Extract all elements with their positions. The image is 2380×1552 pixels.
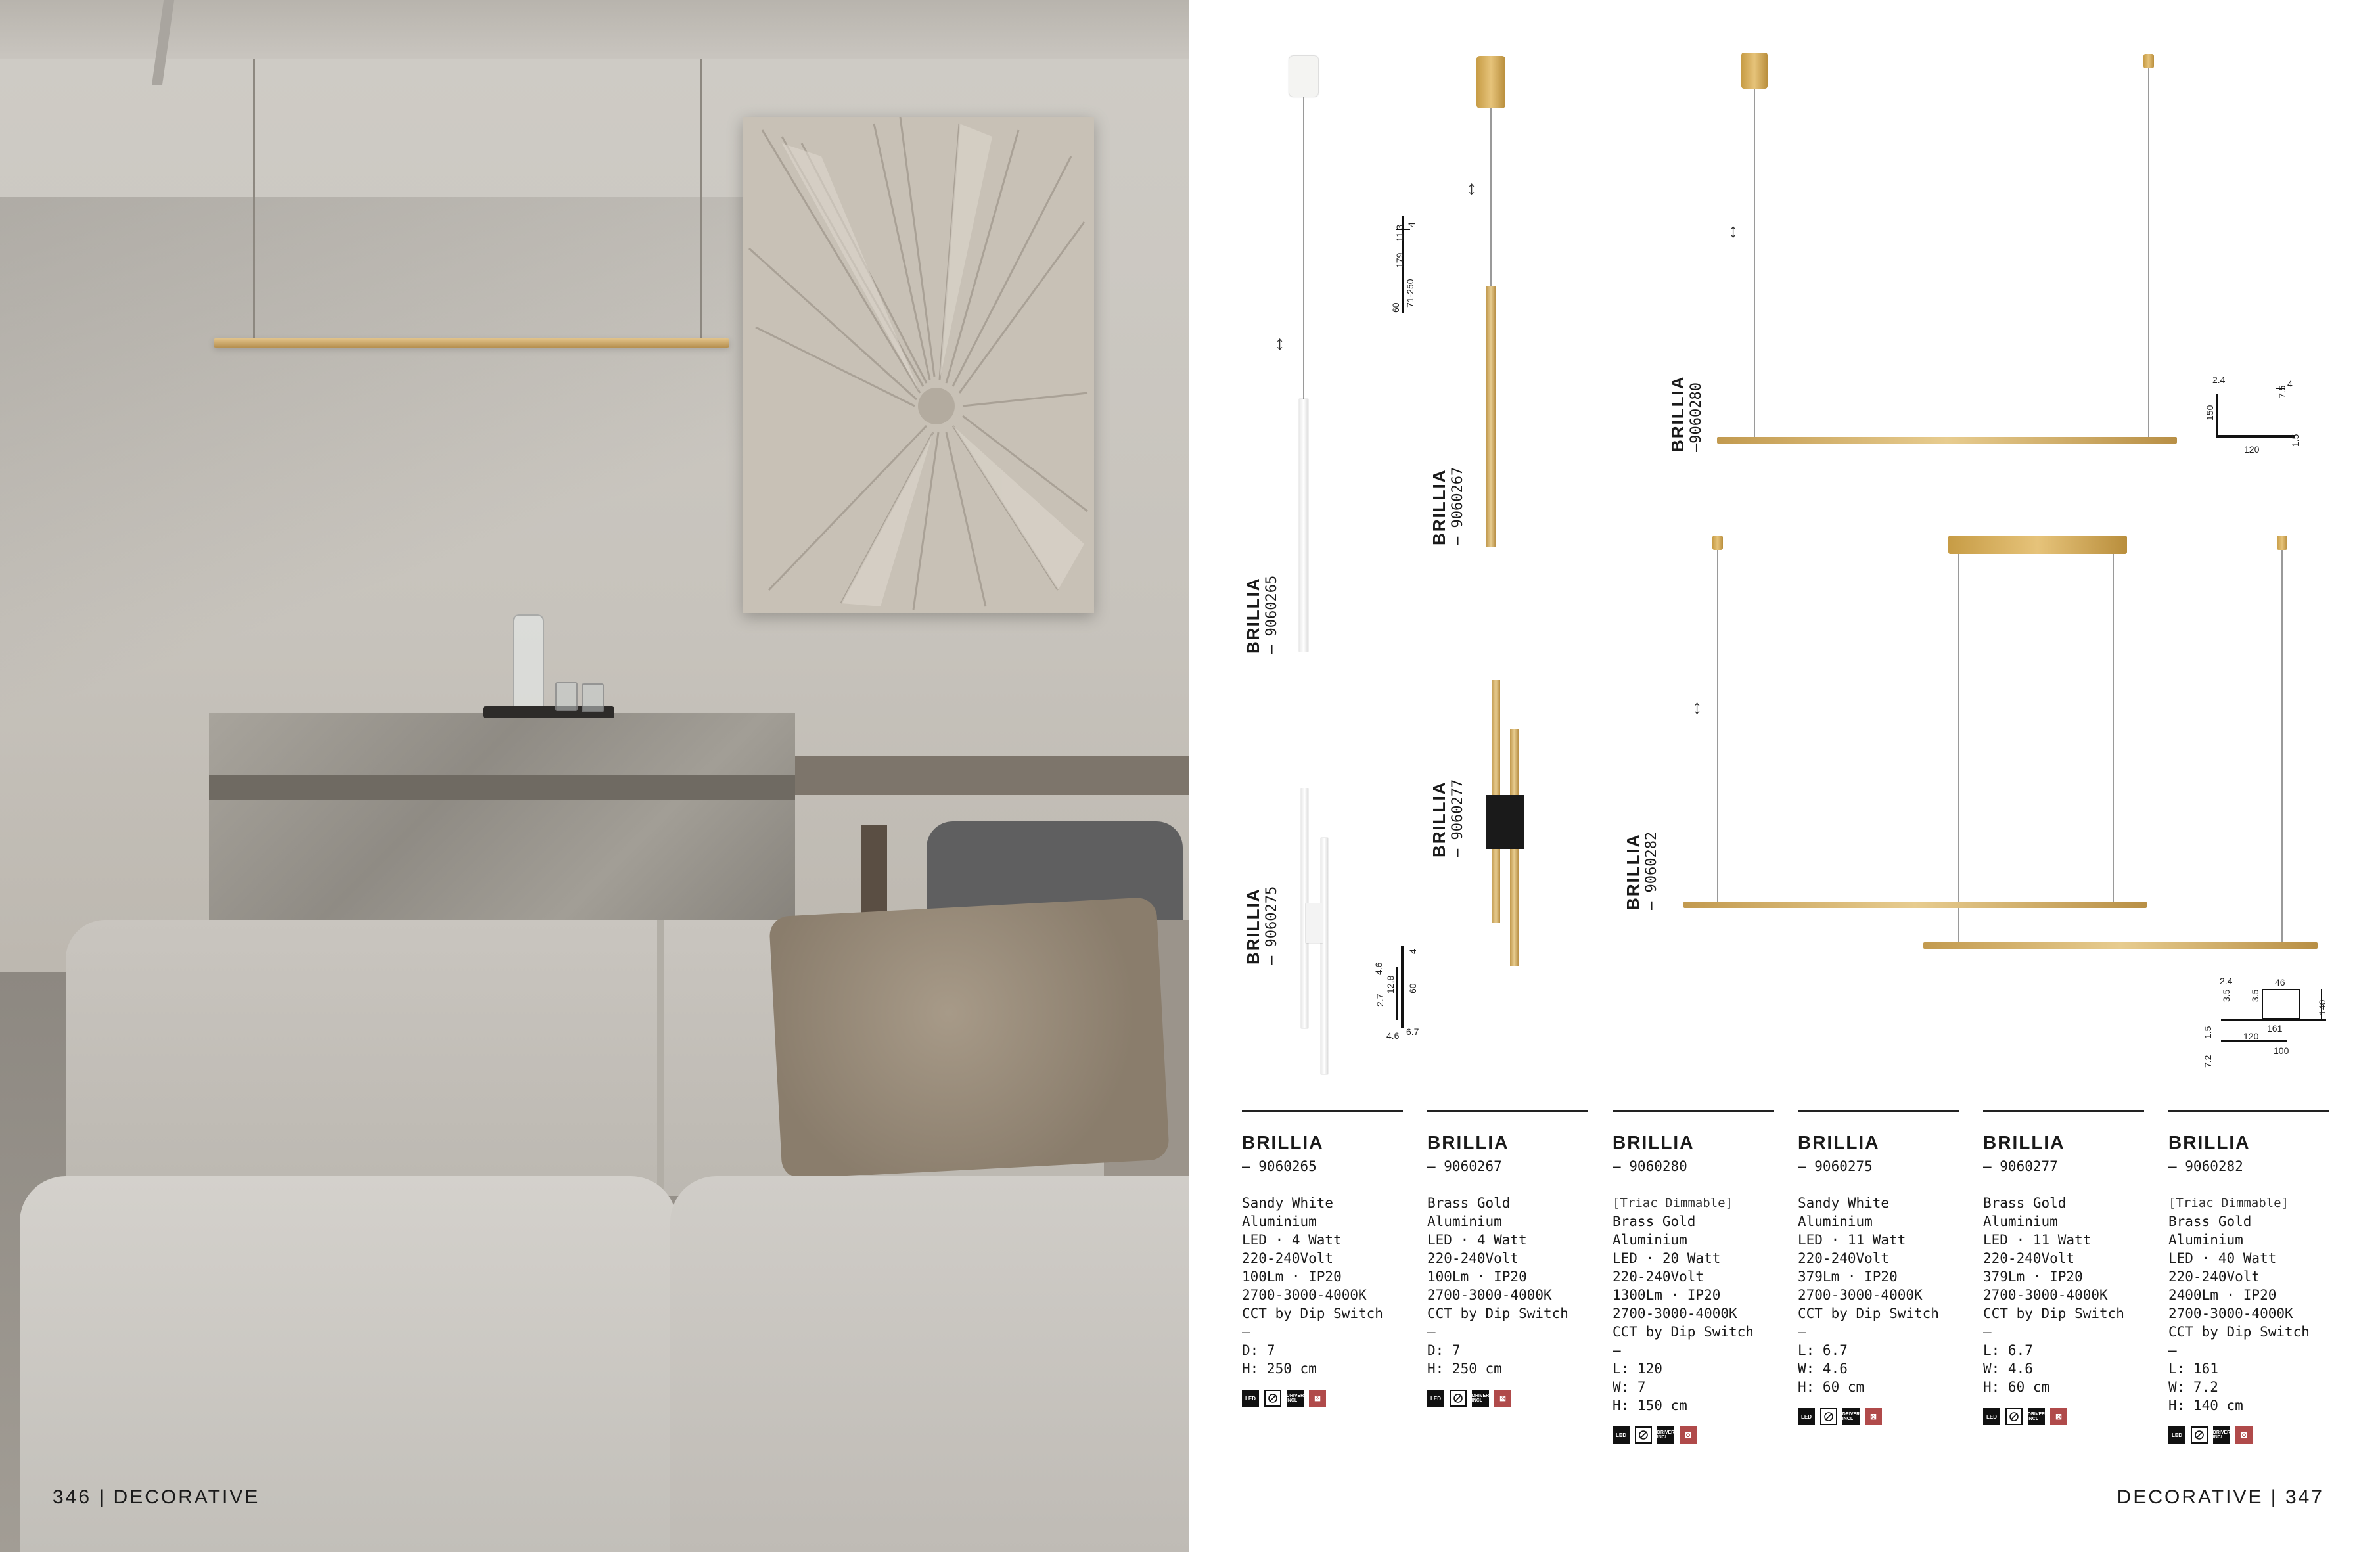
dim-value: 179 <box>1394 252 1405 268</box>
brass-linear-bar-upper <box>1683 902 2147 908</box>
spec-line: CCT by Dip Switch <box>1427 1306 1568 1321</box>
spec-line: 220-240Volt <box>1427 1250 1519 1266</box>
dimmable-note: [Triac Dimmable] <box>1613 1196 1733 1210</box>
spec-line: CCT by Dip Switch <box>2168 1324 2310 1340</box>
product-name: BRILLIA <box>1613 1132 1695 1153</box>
spec-line: Aluminium <box>1427 1214 1502 1229</box>
dip-switch-icon <box>2005 1408 2023 1425</box>
suspension-wire <box>1754 89 1755 440</box>
dimmable-icon <box>2191 1426 2208 1444</box>
section-name: DECORATIVE <box>113 1486 260 1508</box>
spec-line: LED · 40 Watt <box>2168 1250 2277 1266</box>
dim-value: 4 <box>1407 949 1418 954</box>
product-specs <box>1613 1194 1774 1415</box>
ceiling-canopy-brass <box>1476 56 1505 108</box>
dim-value: 150 <box>2205 405 2215 421</box>
adjustable-height-icon: ↕ <box>1728 220 1738 242</box>
dim-value: 1.5 <box>2203 1026 2213 1039</box>
column-rule <box>1983 1110 2144 1112</box>
product-specs <box>2168 1194 2329 1415</box>
product-code: — 9060267 <box>1427 1158 1502 1174</box>
drinking-glass <box>555 682 578 711</box>
bin-icon: ⊠ <box>2235 1426 2253 1444</box>
drawing-label-9060275: BRILLIA — 9060275 <box>1243 886 1280 965</box>
spec-line: LED · 11 Watt <box>1983 1232 2092 1248</box>
adjustable-height-icon: ↕ <box>1275 332 1285 354</box>
spec-line: — <box>2168 1342 2177 1358</box>
product-code: — 9060280 <box>1613 1158 1687 1174</box>
dim-value: 140 <box>2317 999 2327 1015</box>
spec-line: L: 120 <box>1613 1361 1662 1377</box>
dimension-drawing-9060275 <box>1373 941 1432 1046</box>
driver-incl-icon: DRIVER INCL <box>2213 1426 2230 1444</box>
spec-line: — <box>1242 1324 1250 1340</box>
suspension-wire <box>1490 108 1492 286</box>
pendant-wire-right <box>700 59 702 340</box>
dim-value: 3.5 <box>2250 989 2260 1002</box>
dip-switch-icon <box>1820 1408 1837 1425</box>
suspension-wire <box>2281 550 2283 946</box>
spec-line: LED · 20 Watt <box>1613 1250 1721 1266</box>
spec-line: CCT by Dip Switch <box>1798 1306 1939 1321</box>
drawing-label-9060282: BRILLIA — 9060282 <box>1623 831 1660 910</box>
product-code: — 9060277 <box>1983 1158 2058 1174</box>
feature-icons <box>1242 1390 1403 1407</box>
spec-line: 2700-3000-4000K <box>1613 1306 1737 1321</box>
drawing-label-9060267: BRILLIA — 9060267 <box>1429 467 1466 545</box>
suspension-wire <box>2148 68 2149 440</box>
spec-line: H: 150 cm <box>1613 1398 1687 1413</box>
bin-icon: ⊠ <box>1309 1390 1326 1407</box>
wall-art-relief <box>743 117 1094 613</box>
white-rod-luminaire <box>1299 399 1308 652</box>
led-icon: LED <box>1983 1408 2000 1425</box>
throw-pillow <box>769 897 1170 1179</box>
dim-value: 4 <box>1406 222 1417 227</box>
spec-line: 379Lm · IP20 <box>1983 1269 2083 1285</box>
page-number: 346 <box>53 1486 92 1508</box>
spec-line: 220-240Volt <box>1983 1250 2075 1266</box>
dim-value: 120 <box>2243 1031 2259 1041</box>
brass-rod-luminaire <box>1486 286 1496 547</box>
dim-value: 4.6 <box>1386 1030 1400 1041</box>
dimension-drawing-9060280 <box>2205 375 2303 460</box>
spec-line: LED · 4 Watt <box>1427 1232 1527 1248</box>
product-name: BRILLIA <box>1242 1132 1324 1153</box>
spec-line: — <box>1613 1342 1621 1358</box>
driver-cable <box>2113 554 2114 905</box>
wall-shadow <box>0 197 789 788</box>
ceiling-anchor-brass <box>1712 536 1723 550</box>
spec-line: Aluminium <box>2168 1232 2243 1248</box>
spec-line: D: 7 <box>1242 1342 1275 1358</box>
bin-icon: ⊠ <box>1680 1426 1697 1444</box>
spec-line: W: 4.6 <box>1983 1361 2033 1377</box>
spec-line: Sandy White <box>1242 1195 1334 1211</box>
spec-line: 2700-3000-4000K <box>1798 1287 1923 1303</box>
dim-value: 161 <box>2267 1023 2283 1034</box>
island-shadow-band <box>209 775 795 800</box>
driver-incl-icon: DRIVER INCL <box>1472 1390 1489 1407</box>
dimension-drawing-9060267 <box>1390 216 1417 313</box>
ceiling-anchor-brass <box>2143 54 2154 68</box>
product-spec-1 <box>1427 1110 1588 1407</box>
spec-line: L: 161 <box>2168 1361 2218 1377</box>
dim-value: 2.4 <box>2212 375 2226 385</box>
feature-icons <box>1983 1408 2144 1425</box>
spec-line: Aluminium <box>1613 1232 1687 1248</box>
spec-line: 2700-3000-4000K <box>1242 1287 1367 1303</box>
ceiling <box>0 0 1189 59</box>
column-rule <box>2168 1110 2329 1112</box>
product-code: — 9060265 <box>1242 1158 1317 1174</box>
dim-value: 7.2 <box>2203 1055 2213 1068</box>
spec-line: — <box>1427 1324 1436 1340</box>
spec-line: 1300Lm · IP20 <box>1613 1287 1721 1303</box>
spec-line: 2700-3000-4000K <box>1983 1287 2108 1303</box>
dip-switch-icon <box>1450 1390 1467 1407</box>
drawing-label-9060280: BRILLIA —9060280 <box>1668 375 1705 452</box>
spec-line: Aluminium <box>1242 1214 1317 1229</box>
adjustable-height-icon: ↕ <box>1692 696 1702 718</box>
black-wall-bracket <box>1486 795 1524 849</box>
feature-icons <box>2168 1426 2329 1444</box>
spec-line: 2700-3000-4000K <box>2168 1306 2293 1321</box>
spec-line: Sandy White <box>1798 1195 1890 1211</box>
dim-value: 60 <box>1407 983 1418 993</box>
product-specs <box>1242 1194 1403 1378</box>
product-specs <box>1427 1194 1588 1378</box>
product-spec-2 <box>1613 1110 1774 1444</box>
spec-line: H: 250 cm <box>1427 1361 1502 1377</box>
white-wall-bracket <box>1306 903 1323 943</box>
dim-value: 60 <box>1390 302 1401 313</box>
driver-incl-icon: DRIVER INCL <box>1842 1408 1860 1425</box>
spec-line: 220-240Volt <box>1613 1269 1705 1285</box>
dim-value: 1.5 <box>2290 434 2300 447</box>
pendant-wire-left <box>253 59 255 340</box>
spec-line: Aluminium <box>1983 1214 2058 1229</box>
dimmable-note: [Triac Dimmable] <box>2168 1196 2289 1210</box>
driver-incl-icon: DRIVER INCL <box>1287 1390 1304 1407</box>
stone-kitchen-island <box>209 713 795 923</box>
led-icon: LED <box>1798 1408 1815 1425</box>
page-folio-left: 346 | DECORATIVE <box>53 1486 260 1508</box>
driver-cable <box>1958 554 1959 945</box>
spec-line: L: 6.7 <box>1798 1342 1848 1358</box>
suspension-wire <box>1303 97 1304 399</box>
glass-carafe <box>513 614 544 716</box>
product-name: BRILLIA <box>1983 1132 2065 1153</box>
brass-linear-bar-lower <box>1923 942 2318 949</box>
spec-line: D: 7 <box>1427 1342 1461 1358</box>
product-name: BRILLIA <box>1798 1132 1880 1153</box>
spec-line: 2700-3000-4000K <box>1427 1287 1552 1303</box>
dim-value: 7.5 <box>2277 385 2287 398</box>
column-rule <box>1427 1110 1588 1112</box>
spec-line: Brass Gold <box>1613 1214 1696 1229</box>
product-specs <box>1798 1194 1959 1396</box>
ceiling-anchor-brass <box>2277 536 2287 550</box>
sofa-seat-right <box>670 1176 1189 1552</box>
dim-value: 3.5 <box>2221 989 2231 1002</box>
spec-line: 379Lm · IP20 <box>1798 1269 1898 1285</box>
spec-line: 2400Lm · IP20 <box>2168 1287 2277 1303</box>
pendant-light-bar <box>214 338 729 348</box>
dim-value: 4.6 <box>1373 962 1384 975</box>
led-icon: LED <box>1427 1390 1444 1407</box>
spec-line: 100Lm · IP20 <box>1242 1269 1342 1285</box>
spec-line: W: 7.2 <box>2168 1379 2218 1395</box>
led-icon: LED <box>1613 1426 1630 1444</box>
bin-icon: ⊠ <box>1865 1408 1882 1425</box>
dim-value: 11.3 <box>1394 224 1405 242</box>
spec-line: H: 140 cm <box>2168 1398 2243 1413</box>
led-icon: LED <box>2168 1426 2185 1444</box>
drinking-glass <box>582 683 604 712</box>
product-code: — 9060282 <box>2168 1158 2243 1174</box>
spec-line: L: 6.7 <box>1983 1342 2033 1358</box>
spec-line: 100Lm · IP20 <box>1427 1269 1527 1285</box>
spec-line: CCT by Dip Switch <box>1613 1324 1754 1340</box>
spec-line: 220-240Volt <box>2168 1269 2260 1285</box>
led-icon: LED <box>1242 1390 1259 1407</box>
ceiling-canopy-linear-brass <box>1948 536 2127 554</box>
spec-line: Brass Gold <box>1427 1195 1511 1211</box>
spec-line: W: 7 <box>1613 1379 1646 1395</box>
bin-icon: ⊠ <box>1494 1390 1511 1407</box>
spec-line: LED · 11 Watt <box>1798 1232 1906 1248</box>
ceiling-canopy-white <box>1289 56 1318 97</box>
spec-line: — <box>1798 1324 1806 1340</box>
feature-icons <box>1798 1408 1959 1425</box>
spec-line: 220-240Volt <box>1798 1250 1890 1266</box>
adjustable-height-icon: ↕ <box>1467 177 1476 199</box>
spec-line: Brass Gold <box>2168 1214 2252 1229</box>
column-rule <box>1613 1110 1774 1112</box>
product-spec-4 <box>1983 1110 2144 1425</box>
dim-value: 2.4 <box>2220 976 2233 986</box>
spec-line: Aluminium <box>1798 1214 1873 1229</box>
section-name: DECORATIVE <box>2117 1486 2264 1508</box>
page-folio-right: DECORATIVE | 347 <box>2117 1486 2324 1508</box>
driver-incl-icon: DRIVER INCL <box>2028 1408 2045 1425</box>
lifestyle-photo <box>0 0 1189 1552</box>
spec-line: H: 60 cm <box>1798 1379 1865 1395</box>
spec-line: H: 250 cm <box>1242 1361 1317 1377</box>
product-name: BRILLIA <box>1427 1132 1509 1153</box>
ceiling-canopy-brass <box>1741 53 1768 89</box>
product-code: — 9060275 <box>1798 1158 1873 1174</box>
spec-line: H: 60 cm <box>1983 1379 2050 1395</box>
dim-value: 6.7 <box>1406 1026 1419 1037</box>
feature-icons <box>1613 1426 1774 1444</box>
spec-line: LED · 4 Watt <box>1242 1232 1342 1248</box>
product-spec-3 <box>1798 1110 1959 1425</box>
dimmable-icon <box>1635 1426 1652 1444</box>
spec-line: CCT by Dip Switch <box>1242 1306 1383 1321</box>
dimension-drawing-9060282 <box>2201 976 2326 1074</box>
dim-value: 4 <box>2287 378 2293 389</box>
page-number: 347 <box>2285 1486 2324 1508</box>
product-spec-0 <box>1242 1110 1403 1407</box>
white-wall-rod-right <box>1321 838 1328 1074</box>
product-name: BRILLIA <box>2168 1132 2251 1153</box>
bin-icon: ⊠ <box>2050 1408 2067 1425</box>
product-page <box>1189 0 2380 1552</box>
dim-value: 46 <box>2275 977 2285 988</box>
column-rule <box>1798 1110 1959 1112</box>
product-spec-5 <box>2168 1110 2329 1444</box>
product-specs <box>1983 1194 2144 1396</box>
dip-switch-icon <box>1264 1390 1281 1407</box>
spec-line: 220-240Volt <box>1242 1250 1334 1266</box>
brass-linear-bar <box>1717 437 2177 444</box>
dim-value: 12.8 <box>1385 975 1396 993</box>
spec-line: — <box>1983 1324 1992 1340</box>
sofa-backrest-seam <box>657 920 664 1196</box>
spec-line: Brass Gold <box>1983 1195 2067 1211</box>
spec-line: CCT by Dip Switch <box>1983 1306 2124 1321</box>
dim-value: 71-250 <box>1405 279 1415 308</box>
driver-incl-icon: DRIVER INCL <box>1657 1426 1674 1444</box>
column-rule <box>1242 1110 1403 1112</box>
dim-value: 120 <box>2244 444 2260 455</box>
dim-value: 100 <box>2274 1045 2289 1056</box>
dining-table <box>795 756 1189 795</box>
feature-icons <box>1427 1390 1588 1407</box>
suspension-wire <box>1717 550 1718 905</box>
spec-line: W: 4.6 <box>1798 1361 1848 1377</box>
dim-value: 2.7 <box>1375 993 1385 1007</box>
drawing-label-9060277: BRILLIA — 9060277 <box>1429 779 1466 857</box>
drawing-label-9060265: BRILLIA — 9060265 <box>1243 575 1280 654</box>
